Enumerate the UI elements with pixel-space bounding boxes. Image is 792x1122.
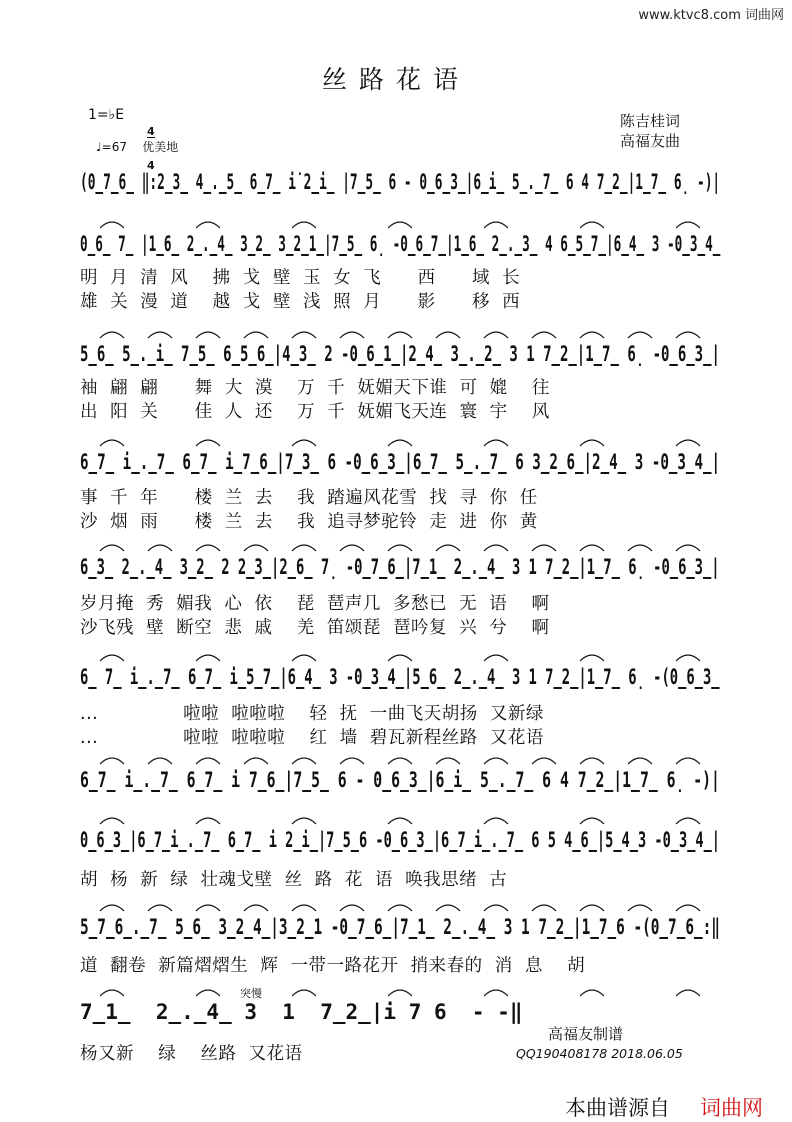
composer-credit: 高福友曲 <box>620 132 681 150</box>
jianpu-notes: 0̲6̲ 7̲ |1̲6̲ 2̲.̲4̲ 3̲2̲ 3̲2̲1̲|7̲5̲ 6̣ -0̲6̲7̲|1̲6̲ 2̲.̲3̲ 4 6̲5̲7̲|6̲4̲ 3 -0̲3̲4̲ <box>80 232 721 256</box>
slur-arc <box>628 758 652 764</box>
jianpu-notes: 0̲6̲3̲|6̲7̲i̲.̲7̲ 6̲7̲ i 2̲i̲|7̲5̲6 -0̲6̲3̲|6̲7̲i̲.̲7̲ 6 5 4̲6̲|5̲4̲3 -0̲3̲4̲| <box>80 828 721 852</box>
jianpu-notes: 6̲3̲ 2̲.̲4̲ 3̲2̲ 2 2̲3̲|2̲6̲ 7̣ -0̲7̲6̲|7̲1̲ 2̲.̲4̲ 3 1 7̲2̲|1̲7̲ 6̣ -0̲6̲3̲| <box>80 555 720 579</box>
slur-arc <box>388 990 412 996</box>
slur-arc <box>388 818 412 824</box>
slur-arc <box>676 758 700 764</box>
notation-line <box>80 1000 720 1028</box>
notation-line <box>80 450 720 478</box>
slur-arc <box>676 440 700 446</box>
slur-arc <box>436 332 460 338</box>
slur-arc <box>484 758 508 764</box>
jianpu-notes: 6̲ 7̲ i̲.̲7̲ 6̲7̲ i̲5̲7̲|6̲4̲ 3 -0̲3̲4̲|5̲6̲ 2̲.̲4̲ 3 1 7̲2̲|1̲7̲ 6̣ -(0̲6̲3̲ <box>80 665 720 689</box>
jianpu-notes: 7̲1̲ 2̲.̲4̲ 3 1 7̲2̲|i 7 6 - -‖ <box>80 1000 523 1024</box>
slur-arc <box>196 222 220 228</box>
notation-line <box>80 665 720 693</box>
slur-arc <box>532 545 556 551</box>
lyric-line: ... 啦啦 啦啦啦 红 墙 碧瓦新程丝路 又花语 <box>80 728 544 748</box>
slur-arc <box>580 758 604 764</box>
slur-arc <box>580 818 604 824</box>
slur-arc <box>196 818 220 824</box>
slur-arc <box>580 332 604 338</box>
meter-top: 4 <box>147 125 155 138</box>
song-title: 丝路花语 <box>321 65 470 94</box>
slur-arc <box>484 545 508 551</box>
slur-arc <box>532 905 556 911</box>
slur-arc <box>148 905 172 911</box>
slur-arc <box>340 332 364 338</box>
slur-arc <box>100 545 124 551</box>
lyric-line: ... 啦啦 啦啦啦 轻 抚 一曲飞天胡扬 又新绿 <box>80 704 544 724</box>
notation-line <box>80 828 720 856</box>
slur-arc <box>388 655 412 661</box>
slur-marks <box>80 752 720 766</box>
slur-marks <box>80 649 720 663</box>
lyric-line: 事 千 年 楼 兰 去 我 踏遍风花雪 找 寻 你 任 <box>80 488 538 508</box>
slur-arc <box>196 440 220 446</box>
slur-arc <box>484 818 508 824</box>
jianpu-notes: 5̲6̲ 5̲.̲i̲ 7̲5̲ 6̲5̲6̲|4̲3̲ 2 -0̲6̲1̲|2̲4̲ 3̲.̲2̲ 3 1 7̲2̲|1̲7̲ 6̣ -0̲6̲3̲| <box>80 342 720 366</box>
slur-arc <box>244 905 268 911</box>
slur-arc <box>388 905 412 911</box>
slur-arc <box>292 990 316 996</box>
slur-arc <box>676 818 700 824</box>
lyric-line: 胡 杨 新 绿 壮魂戈壁 丝 路 花 语 唤我思绪 古 <box>80 870 508 890</box>
slur-arc <box>292 332 316 338</box>
slur-arc <box>340 905 364 911</box>
lyric-line: 袖 翩 翩 舞 大 漠 万 千 妩媚天下谁 可 媲 往 <box>80 378 550 398</box>
meter-bottom: 4 <box>147 159 155 172</box>
jianpu-notes: 6̲7̲ i̲.̲7̲ 6̲7̲ i 7̲6̲|7̲5̲ 6 - 0̲6̲3̲|6̲i̲ 5̲.̲7̲ 6 4 7̲2̲|1̲7̲ 6̣ -)| <box>80 768 720 792</box>
site-header-url: www.ktvc8.com 词曲网 <box>638 8 784 23</box>
slur-arc <box>580 440 604 446</box>
notation-line <box>80 342 720 370</box>
slur-arc <box>676 905 700 911</box>
jianpu-notes: 6̲7̲ i̲.̲7̲ 6̲7̲ i̲7̲6̲|7̲3̲ 6 -0̲6̲3̲|6̲7̲ 5̲.̲7̲ 6 3̲2̲6̲|2̲4̲ 3 -0̲3̲4̲| <box>80 450 721 474</box>
slur-arc <box>676 545 700 551</box>
slur-arc <box>196 758 220 764</box>
slur-arc <box>196 332 220 338</box>
slur-arc <box>388 758 412 764</box>
lyric-line: 明 月 清 风 拂 戈 壁 玉 女 飞 西 域 长 <box>80 268 521 288</box>
slur-arc <box>580 905 604 911</box>
slur-arc <box>676 990 700 996</box>
slur-arc <box>388 440 412 446</box>
lyric-line: 雄 关 漫 道 越 戈 壁 浅 照 月 影 移 西 <box>80 292 521 312</box>
jianpu-notes: (0̲7̲6̲ ‖:2̲3̲ 4̲.̲5̲ 6̲7̲ i̇ 2̲i̲ |7̲5̲ 6 - 0̲6̲3̲|6̲i̲ 5̲.̲7̲ 6 4 7̲2̲|1̲7̲ 6̣ -)| <box>80 170 721 194</box>
slur-arc <box>100 332 124 338</box>
slur-arc <box>484 655 508 661</box>
slur-arc <box>628 332 652 338</box>
slur-arc <box>148 758 172 764</box>
slur-arc <box>244 758 268 764</box>
slur-arc <box>244 545 268 551</box>
slur-arc <box>100 758 124 764</box>
slur-arc <box>532 332 556 338</box>
slur-marks <box>80 984 720 998</box>
notation-line <box>80 170 720 198</box>
notation-line <box>80 555 720 583</box>
slur-arc <box>580 545 604 551</box>
slur-arc <box>388 222 412 228</box>
slur-arc <box>436 758 460 764</box>
slur-arc <box>580 222 604 228</box>
slur-marks <box>80 326 720 340</box>
lyric-line: 杨又新 绿 丝路 又花语 <box>80 1044 303 1064</box>
site-brand: 词曲网 <box>700 1096 763 1120</box>
slur-arc <box>148 545 172 551</box>
lyric-line: 道 翻卷 新篇熠熠生 辉 一带一路花开 捎来春的 消 息 胡 <box>80 956 586 976</box>
slur-arc <box>532 758 556 764</box>
slur-arc <box>340 758 364 764</box>
slur-arc <box>148 332 172 338</box>
slur-arc <box>100 440 124 446</box>
slur-arc <box>292 440 316 446</box>
score-maker: 高福友制谱 <box>548 1025 624 1043</box>
slur-arc <box>292 222 316 228</box>
slur-arc <box>100 655 124 661</box>
slur-arc <box>292 545 316 551</box>
slur-arc <box>244 332 268 338</box>
slur-arc <box>580 655 604 661</box>
slur-arc <box>100 818 124 824</box>
slur-marks <box>80 899 720 913</box>
slur-arc <box>292 758 316 764</box>
lyric-line: 岁月掩 秀 媚我 心 依 琵 琶声几 多愁已 无 语 啊 <box>80 594 550 614</box>
slur-arc <box>292 655 316 661</box>
slur-arc <box>340 545 364 551</box>
jianpu-notes: 5̲7̲6̲.̲7̲ 5̲6̲ 3̲2̲4̲|3̲2̲1 -0̲7̲6̲|7̲1̲ 2̲.̲4̲ 3 1 7̲2̲|1̲7̲6 -(0̲7̲6̲:‖ <box>80 915 720 939</box>
tempo-marking: ♩=67 优美地 <box>96 140 179 154</box>
source-label: 本曲谱源自 <box>565 1096 670 1120</box>
notation-line <box>80 232 720 260</box>
slur-arc <box>484 990 508 996</box>
slur-marks <box>80 812 720 826</box>
slur-arc <box>100 905 124 911</box>
slur-arc <box>436 905 460 911</box>
slur-arc <box>196 655 220 661</box>
lyric-line: 沙飞残 壁 断空 悲 戚 羌 笛颂琵 琶吟复 兴 兮 啊 <box>80 618 550 638</box>
slur-arc <box>484 222 508 228</box>
tempo-change-marking: 突慢 <box>240 987 262 1000</box>
notation-line <box>80 768 720 796</box>
lyricist-credit: 陈吉桂词 <box>620 112 681 130</box>
slur-arc <box>676 332 700 338</box>
slur-arc <box>100 990 124 996</box>
slur-arc <box>388 332 412 338</box>
slur-arc <box>292 818 316 824</box>
slur-arc <box>196 545 220 551</box>
slur-arc <box>388 545 412 551</box>
slur-marks <box>80 434 720 448</box>
contact-date: QQ190408178 2018.06.05 <box>516 1046 683 1061</box>
slur-marks <box>80 539 720 553</box>
slur-arc <box>628 905 652 911</box>
lyric-line: 出 阳 关 佳 人 还 万 千 妩媚飞天连 寰 宇 风 <box>80 402 550 422</box>
slur-arc <box>196 990 220 996</box>
slur-arc <box>292 905 316 911</box>
slur-arc <box>628 545 652 551</box>
slur-marks <box>80 216 720 230</box>
slur-arc <box>580 990 604 996</box>
slur-arc <box>100 222 124 228</box>
slur-arc <box>484 440 508 446</box>
slur-arc <box>676 655 700 661</box>
key-signature: 1=♭E <box>88 107 125 123</box>
notation-line <box>80 915 720 943</box>
slur-arc <box>484 905 508 911</box>
slur-arc <box>436 545 460 551</box>
slur-arc <box>196 905 220 911</box>
lyric-line: 沙 烟 雨 楼 兰 去 我 追寻梦驼铃 走 进 你 黄 <box>80 512 538 532</box>
slur-arc <box>484 332 508 338</box>
slur-arc <box>676 222 700 228</box>
